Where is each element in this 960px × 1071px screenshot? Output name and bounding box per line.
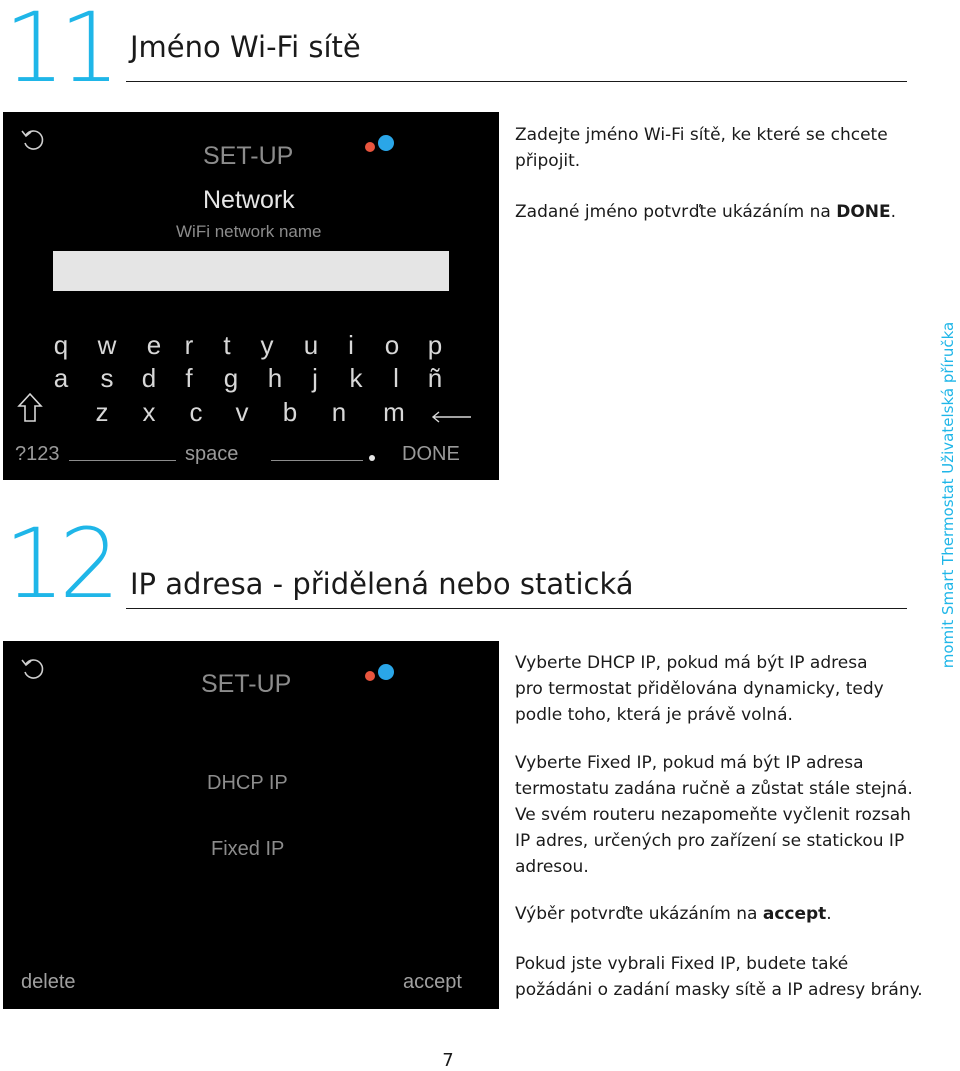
key-r[interactable]: r bbox=[184, 330, 194, 360]
key-w[interactable]: w bbox=[97, 330, 117, 360]
thermostat-screen-ip bbox=[3, 641, 499, 1009]
setup-label: SET-UP bbox=[203, 142, 294, 170]
key-n[interactable]: n bbox=[331, 397, 347, 427]
numbers-key[interactable]: ?123 bbox=[15, 443, 60, 465]
key-b[interactable]: b bbox=[282, 397, 298, 427]
sidebar-label bbox=[936, 315, 960, 675]
accept-emphasis: accept bbox=[762, 904, 827, 924]
delete-button[interactable]: delete bbox=[21, 971, 76, 993]
setup-label: SET-UP bbox=[201, 670, 292, 698]
key-y[interactable]: y bbox=[260, 330, 274, 360]
text-suffix: . bbox=[826, 904, 832, 924]
period-key[interactable] bbox=[369, 455, 375, 461]
key-z[interactable]: z bbox=[95, 397, 109, 427]
instruction-fixed-ip: Vyberte Fixed IP, pokud má být IP adresa termostatu zadána ručně a zůstat stále stejná. Ve svém routeru nezapomeňte vyčlenit rozsah IP adres, určených pro zařízení se statickou IP adresou. bbox=[515, 753, 913, 877]
key-t[interactable]: t bbox=[223, 330, 231, 360]
key-g[interactable]: g bbox=[223, 363, 239, 393]
wifi-name-label: WiFi network name bbox=[176, 222, 322, 241]
status-dot-red bbox=[365, 142, 375, 152]
instruction-confirm-accept bbox=[515, 901, 915, 927]
key-u[interactable]: u bbox=[303, 330, 319, 360]
section-title-12: IP adresa - přidělená nebo statická bbox=[130, 567, 634, 601]
key-p[interactable]: p bbox=[427, 330, 443, 360]
key-d[interactable]: d bbox=[141, 363, 157, 393]
sidebar-text: momit Smart Thermostat Uživatelská příručka bbox=[939, 321, 957, 669]
key-h[interactable]: h bbox=[267, 363, 283, 393]
title-rule-12 bbox=[126, 608, 907, 609]
key-k[interactable]: k bbox=[349, 363, 363, 393]
key-x[interactable]: x bbox=[142, 397, 156, 427]
text-suffix: . bbox=[890, 202, 897, 222]
page-number: 7 bbox=[442, 1050, 454, 1071]
key-o[interactable]: o bbox=[384, 330, 400, 360]
step-number-11: 11 bbox=[4, 0, 115, 104]
text-prefix: Zadané jméno potvrďte ukázáním na bbox=[515, 202, 837, 222]
key-e[interactable]: e bbox=[146, 330, 162, 360]
section-title-11: Jméno Wi-Fi sítě bbox=[130, 30, 361, 64]
thermostat-screen-network bbox=[3, 112, 499, 480]
backspace-arrow-icon[interactable] bbox=[429, 410, 473, 424]
instruction-fixed-ip-followup: Pokud jste vybrali Fixed IP, budete také požádáni o zadání masky sítě a IP adresy brány. bbox=[515, 954, 923, 1000]
key-a[interactable]: a bbox=[53, 363, 69, 393]
done-emphasis: DONE bbox=[836, 202, 891, 222]
status-dot-blue bbox=[378, 664, 394, 680]
step-number-12: 12 bbox=[4, 508, 115, 620]
key-f[interactable]: f bbox=[185, 363, 193, 393]
back-icon[interactable] bbox=[19, 126, 47, 154]
dhcp-ip-option[interactable]: DHCP IP bbox=[207, 772, 288, 794]
done-key[interactable]: DONE bbox=[402, 443, 460, 465]
wifi-name-input[interactable] bbox=[53, 251, 449, 291]
key-l[interactable]: l bbox=[393, 363, 399, 393]
text-prefix: Výběr potvrďte ukázáním na bbox=[515, 904, 763, 924]
shift-icon[interactable] bbox=[17, 392, 43, 424]
key-s[interactable]: s bbox=[100, 363, 114, 393]
key-i[interactable]: i bbox=[348, 330, 354, 360]
accept-button[interactable]: accept bbox=[403, 971, 462, 993]
keyboard-divider bbox=[271, 460, 363, 461]
key-j[interactable]: j bbox=[312, 363, 318, 393]
instruction-enter-name: Zadejte jméno Wi-Fi sítě, ke které se chcete připojit. bbox=[515, 125, 888, 171]
network-heading: Network bbox=[203, 186, 295, 214]
key-n-tilde[interactable]: ñ bbox=[427, 363, 443, 393]
key-v[interactable]: v bbox=[235, 397, 249, 427]
instruction-confirm-done bbox=[515, 199, 905, 225]
space-key[interactable]: space bbox=[185, 443, 239, 465]
title-rule-11 bbox=[126, 81, 907, 82]
status-dot-blue bbox=[378, 135, 394, 151]
keyboard-divider bbox=[69, 460, 176, 461]
key-c[interactable]: c bbox=[189, 397, 203, 427]
fixed-ip-option[interactable]: Fixed IP bbox=[211, 838, 285, 860]
key-m[interactable]: m bbox=[383, 397, 405, 427]
key-q[interactable]: q bbox=[53, 330, 69, 360]
back-icon[interactable] bbox=[19, 655, 47, 683]
status-dot-red bbox=[365, 671, 375, 681]
instruction-dhcp: Vyberte DHCP IP, pokud má být IP adresa pro termostat přidělována dynamicky, tedy podle toho, která je právě volná. bbox=[515, 653, 884, 725]
